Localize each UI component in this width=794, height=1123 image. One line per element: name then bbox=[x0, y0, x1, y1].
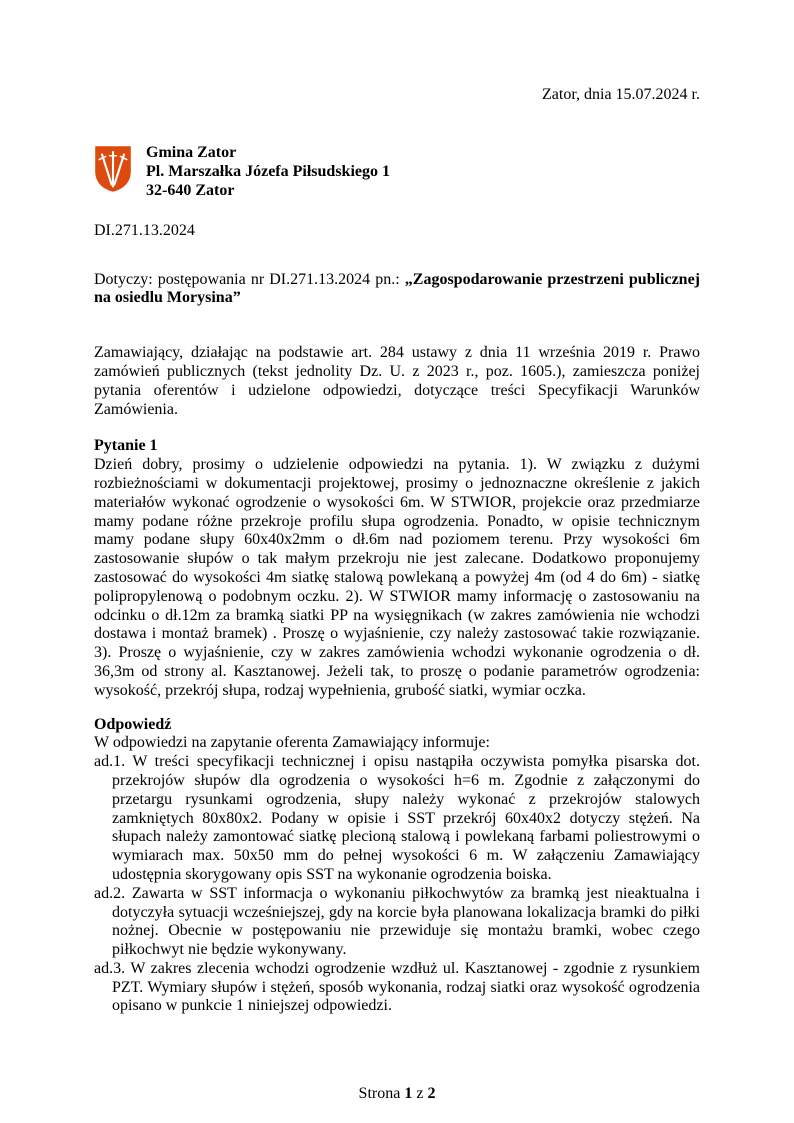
question-body: Dzień dobry, prosimy o udzielenie odpowiedzi na pytania. 1). W związku z dużymi rozbieżnościami w dokumentacji projektowej, prosimy o jednoznaczne określenie z jakich materiałów wykonać ogrodzenie o wysokości 6m. W STWIOR, projekcie oraz przedmiarze mamy podane różne przekroje profilu słupa ogrodzenia. Ponadto, w opisie technicznym mamy podane słupy 60x40x2mm o dł.6m nad poziomem terenu. Przy wysokości 6m zastosowanie słupów o tak małym przekroju nie jest zalecane. Dodatkowo proponujemy zastosować do wysokości 4m siatkę stalową powlekaną a powyżej 4m (od 4 do 6m) - siatkę polipropylenową o podobnym oczku. 2). W STWIOR mamy informację o zastosowaniu na odcinku o dł.12m za bramką siatki PP na wysięgnikach (w zakres zamówienia nie wchodzi dostawa i montaż bramek) . Proszę o wyjaśnienie, czy należy zastosować takie rozwiązanie. 3). Proszę o wyjaśnienie, czy w zakres zamówienia wchodzi wykonanie ogrodzenia o dł. 36,3m od strony al. Kasztanowej. Jeżeli tak, to proszę o podanie parametrów ogrodzenia: wysokość, przekrój słupa, rodzaj wypełnienia, grubość siatki, wymiar oczka. bbox=[94, 456, 700, 699]
sender-postal-city: 32-640 Zator bbox=[146, 181, 235, 199]
footer-total-pages: 2 bbox=[427, 1085, 436, 1102]
date-line: Zator, dnia 15.07.2024 r. bbox=[542, 86, 700, 103]
answer-heading: Odpowiedź bbox=[94, 715, 172, 733]
answer-item-1-text: W treści specyfikacji technicznej i opisu nastąpiła oczywista pomyłka pisarska dot. przekrojów słupów dla ogrodzenia o wysokości h=6 m. Zgodnie z załączonymi do przetargu rysunkami ogrodzenia, słupy należy wykonać z przekrojów stalowych zamkniętych 80x80x2. Podany w opisie i SST przekrój 60x40x2 dotyczy stężeń. Na słupach należy zamontować siatkę plecioną stalową i powlekaną farbami poliestrowymi o wymiarach max. 50x50 mm do pełnej wysokości 6 m. W załączeniu Zamawiający udostępnia skorygowany opis SST na wykonanie ogrodzenia boiska. bbox=[112, 753, 700, 883]
subject-prefix: Dotyczy: postępowania nr DI.271.13.2024 pn.: bbox=[94, 270, 405, 288]
answer-item-3-text: W zakres zlecenia wchodzi ogrodzenie wzdłuż ul. Kasztanowej - zgodnie z rysunkiem PZT. Wymiary słupów i stężeń, sposób wykonania, rodzaj siatki oraz wysokość ogrodzenia opisano w punkcie 1 niniejszej odpowiedzi. bbox=[112, 959, 700, 1015]
reference-number: DI.271.13.2024 bbox=[94, 221, 195, 239]
zator-coat-of-arms-icon bbox=[94, 145, 132, 193]
answer-item-3 bbox=[94, 960, 700, 1016]
answer-item-2-label: ad.2. bbox=[94, 884, 126, 902]
sender-street: Pl. Marszałka Józefa Piłsudskiego 1 bbox=[146, 162, 390, 180]
answer-item-3-label: ad.3. bbox=[94, 959, 126, 977]
subject-line bbox=[94, 271, 700, 309]
answer-item-1 bbox=[94, 753, 700, 885]
sender-address bbox=[146, 143, 390, 200]
footer-current-page: 1 bbox=[404, 1085, 413, 1102]
answer-item-2 bbox=[94, 885, 700, 960]
question-heading: Pytanie 1 bbox=[94, 437, 158, 455]
page-footer bbox=[0, 1084, 794, 1103]
sender-block bbox=[94, 143, 700, 200]
answer-item-1-label: ad.1. bbox=[94, 753, 126, 771]
answer-intro: W odpowiedzi na zapytanie oferenta Zamawiający informuje: bbox=[94, 734, 490, 752]
footer-of-word: z bbox=[416, 1085, 424, 1102]
intro-paragraph: Zamawiający, działając na podstawie art. 284 ustawy z dnia 11 września 2019 r. Prawo zamówień publicznych (tekst jednolity Dz. U. z 2023 r., poz. 1605.), zamieszcza poniżej pytania oferentów i udzielone odpowiedzi, dotyczące treści Specyfikacji Warunków Zamówienia. bbox=[94, 344, 700, 418]
sender-name: Gmina Zator bbox=[146, 143, 237, 161]
subject-title: „Zagospodarowanie przestrzeni publicznej na osiedlu Morysina” bbox=[94, 270, 701, 307]
footer-label: Strona bbox=[358, 1085, 401, 1102]
answer-item-2-text: Zawarta w SST informacja o wykonaniu piłkochwytów za bramką jest nieaktualna i dotyczyła sytuacji wcześniejszej, gdy na korcie była planowana lokalizacja bramki do piłki nożnej. Obecnie w postępowaniu nie przewiduje się montażu bramki, wobec czego piłkochwyt nie będzie wykonywany. bbox=[112, 884, 700, 959]
